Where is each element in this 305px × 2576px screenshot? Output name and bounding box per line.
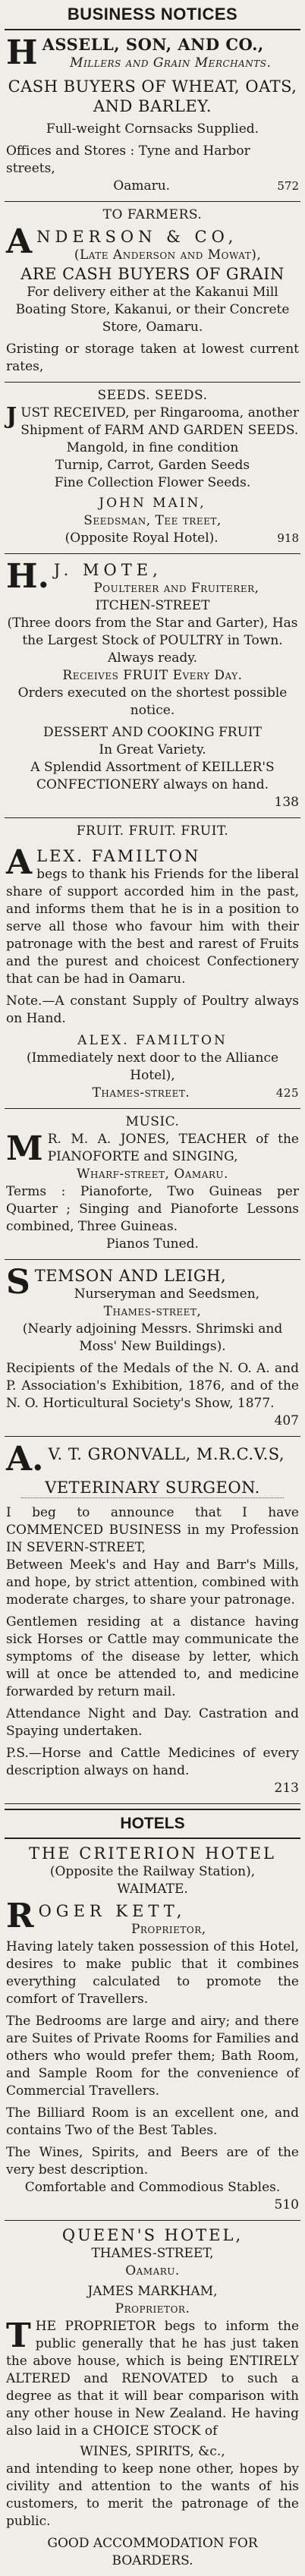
ad-line: AND BARLEY.	[93, 97, 212, 115]
ad-line: begs to thank his Friends for the liberal share of support accorded him in the past, and informs them that he is in a position to serve all those who favour him with their patronage with the best and rarest of Fruits and the purest and choicest Confectionery that can be had in Oamaru.	[6, 867, 299, 987]
ad-line	[6, 1085, 299, 1102]
ad-line: GOOD ACCOMMODATION FOR BOARDERS.	[47, 2536, 258, 2568]
ad-subtitle: Poulterer and Fruiterer,	[93, 581, 259, 596]
ad-line: Terms : Pianoforte, Two Guineas per Quarter ; Singing and Pianoforte Lessons combined, Three Guineas.	[6, 1184, 299, 1234]
ad-line: Gentlemen residing at a distance having sick Horses or Cattle may communicate the symptoms of the disease by letter, which will at once be attended to, and medicine forwarded by return mail.	[6, 1614, 299, 1699]
ad-hassell	[5, 30, 300, 202]
ad-line: JOHN MAIN,	[99, 496, 206, 511]
ad-gronvall	[5, 1437, 300, 1804]
ad-line: (Immediately next door to the Alliance Hotel),	[26, 1050, 279, 1083]
ad-ref-number: 407	[274, 1413, 299, 1428]
ad-text: Oamaru.	[113, 178, 171, 194]
ad-subtitle: (Late Anderson and Mowat),	[74, 247, 262, 263]
section-header: BUSINESS NOTICES	[5, 2, 300, 30]
ad-line: I beg to announce that I have COMMENCED BUSINESS in my Profession IN SEVERN-STREET,	[6, 1505, 299, 1555]
ad-line: Comfortable and Commodious Stables.	[24, 2180, 281, 2195]
ad-stemson	[5, 1260, 300, 1437]
drop-cap: H.	[6, 557, 49, 596]
ad-text: Thames-street.	[92, 1085, 190, 1101]
ad-line: The Bedrooms are large and airy; and there are Suites of Private Rooms for Families and others who would prefer them; Bath Room, and Sample Room for the convenience of Commercial Travellers.	[6, 2014, 299, 2099]
drop-cap: J	[6, 403, 17, 430]
ad-ref-number: 425	[275, 1086, 299, 1100]
ad-line: Turnip, Carrot, Garden Seeds	[55, 458, 250, 473]
ad-line: Seedsman, Tee treet,	[83, 513, 222, 528]
drop-cap: R	[6, 1897, 34, 1935]
ad-line: Between Meek's and Hay and Barr's Mills, and hope, by strict attention, combined with moderate charges, to share your patronage.	[6, 1557, 299, 1608]
ad-heading: SEEDS. SEEDS.	[97, 388, 208, 403]
ad-subtitle: Nurseryman and Seedsmen,	[74, 1286, 260, 1302]
ad-line: Fine Collection Flower Seeds.	[54, 475, 251, 490]
ad-anderson	[5, 202, 300, 383]
ad-title: ASSELL, SON, AND CO.,	[42, 35, 264, 54]
ad-line: Proprietor.	[115, 2301, 190, 2316]
ad-line: (Opposite the Railway Station),	[49, 1864, 256, 1879]
drop-cap: S	[6, 1263, 30, 1302]
ad-queens-hotel	[5, 2221, 300, 2576]
ad-title: THE CRITERION HOTEL	[28, 1844, 277, 1863]
ad-text: (Opposite Royal Hotel).	[64, 531, 219, 546]
ad-subtitle: Wharf-street, Oamaru.	[77, 1167, 228, 1182]
ad-line	[6, 178, 299, 195]
ad-title: TEMSON AND LEIGH,	[34, 1267, 227, 1285]
ad-line: JAMES MARKHAM,	[87, 2284, 218, 2299]
ad-line: HE PROPRIETOR begs to inform the public generally that he has just taken the above house, which is being ENTIRELY ALTERED and RENOVATED to such a degree as that it will bear comparison with any other house in New Zealand. He having also laid in a CHOICE STOCK of	[6, 2319, 299, 2439]
ad-line: Mangold, in fine condition	[66, 440, 239, 455]
ad-line: Attendance Night and Day. Castration and Spaying undertaken.	[6, 1706, 299, 1739]
ad-line: (Three doors from the Star and Garter), Has the Largest Stock of POULTRY in Town. Always ready.	[7, 616, 298, 666]
ad-line: ITCHEN-STREET	[95, 598, 210, 613]
drop-cap: A	[6, 843, 33, 882]
ad-ref-number: 213	[274, 1781, 299, 1796]
ad-line: DESSERT AND COOKING FRUIT	[42, 725, 262, 740]
drop-cap: M	[6, 1129, 43, 1168]
ad-line: CASH BUYERS OF WHEAT, OATS,	[8, 77, 297, 96]
ad-subtitle: Millers and Grain Merchants.	[70, 55, 272, 71]
ad-title: V. T. GRONVALL, M.R.C.V.S,	[48, 1445, 285, 1463]
ad-title: R. M. A. JONES, TEACHER of the PIANOFORTE and SINGING,	[47, 1132, 299, 1164]
ad-line: OGER KETT,	[38, 1902, 187, 1920]
ad-line: UST RECEIVED, per Ringarooma, another Shipment of FARM AND GARDEN SEEDS.	[20, 405, 299, 438]
ad-line: In Great Variety.	[99, 742, 206, 757]
ad-mote	[5, 554, 300, 818]
ad-ref-number: 572	[277, 179, 299, 193]
ad-line: Full-weight Cornsacks Supplied.	[46, 121, 259, 137]
ad-line: Pianos Tuned.	[106, 1236, 199, 1252]
ad-line: For delivery either at the Kakanui Mill Boating Store, Kakanui, or their Concrete Store, Oamaru.	[15, 285, 290, 335]
ad-line: Receives FRUIT Every Day.	[62, 668, 243, 683]
ad-heading: TO FARMERS.	[102, 207, 203, 222]
ad-line: ALEX. FAMILTON	[77, 1033, 228, 1048]
ad-title: QUEEN'S HOTEL,	[61, 2226, 244, 2244]
ad-line: ARE CASH BUYERS OF GRAIN	[20, 265, 285, 283]
ad-line	[6, 530, 299, 547]
ad-line: Recipients of the Medals of the N. O. A. and P. Association's Exhibition, 1876, and of the N. O. Horticultural Society's Show, 1877.	[6, 1361, 299, 1411]
drop-cap: T	[6, 2316, 31, 2355]
ad-heading: MUSIC.	[125, 1114, 180, 1129]
ad-subtitle: VETERINARY SURGEON.	[21, 1478, 284, 1498]
drop-cap: H	[6, 33, 38, 72]
ad-title: NDERSON & CO,	[36, 228, 238, 246]
drop-cap: A	[6, 222, 33, 261]
ad-line: Thames-street,	[103, 1304, 202, 1319]
ad-line: and intending to keep none other, hopes by civility and attention to the wants of his customers, to merit the patronage of the public.	[6, 2461, 299, 2529]
section-header-hotels: HOTELS	[5, 1809, 300, 1839]
ad-line: The Wines, Spirits, and Beers are of the very best description.	[6, 2145, 299, 2178]
ad-line: Oamaru.	[125, 2263, 180, 2278]
ad-line: (Nearly adjoining Messrs. Shrimski and Moss' New Buildings).	[22, 1321, 283, 1354]
ad-line: Offices and Stores : Tyne and Harbor streets,	[6, 143, 250, 176]
ad-title: J. MOTE,	[53, 561, 162, 579]
ad-line: Orders executed on the shortest possible notice.	[17, 685, 288, 718]
ad-line: Having lately taken possession of this Hotel, desires to make public that it combines everything calculated to promote the comfort of Travellers.	[6, 1939, 299, 2007]
ad-line: Gristing or storage taken at lowest current rates,	[6, 342, 299, 374]
ad-ref-number: 918	[277, 531, 299, 545]
ad-ref-number: 138	[274, 795, 299, 810]
ad-familton	[5, 818, 300, 1109]
ad-line: Proprietor,	[130, 1922, 206, 1937]
ad-ref-number: 510	[274, 2197, 299, 2212]
drop-cap: A.	[6, 1440, 44, 1479]
ad-line: A Splendid Assortment of KEILLER'S CONFECTIONERY always on hand.	[30, 760, 275, 792]
ad-line: Note.—A constant Supply of Poultry always on Hand.	[6, 994, 299, 1026]
ad-line: P.S.—Horse and Cattle Medicines of every description always on hand.	[6, 1746, 299, 1778]
ad-main-seeds	[5, 383, 300, 554]
ad-title: LEX. FAMILTON	[36, 847, 201, 865]
ad-line: The Billiard Room is an excellent one, and contains Two of the Best Tables.	[6, 2105, 299, 2138]
ad-heading: FRUIT. FRUIT. FRUIT.	[76, 824, 229, 839]
ad-line: WAIMATE.	[117, 1882, 188, 1897]
ad-criterion-hotel	[5, 1839, 300, 2221]
ad-line: WINES, SPIRITS, &c.,	[80, 2444, 225, 2459]
ad-jones	[5, 1109, 300, 1260]
newspaper-column	[5, 0, 300, 2576]
ad-line: THAMES-STREET,	[91, 2246, 214, 2261]
